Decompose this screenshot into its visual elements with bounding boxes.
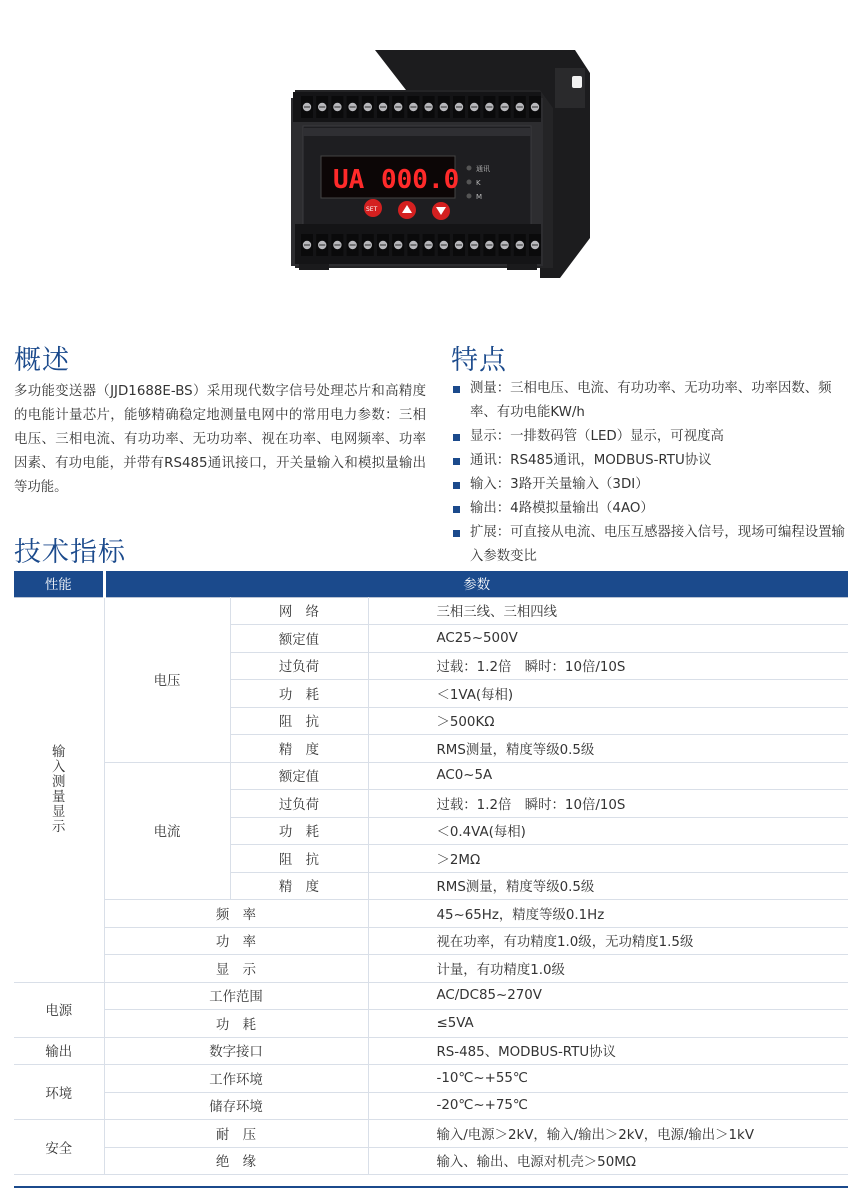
power-transmitter-device	[285, 48, 605, 286]
table-row	[14, 1065, 848, 1093]
item-value: -10℃~+55℃	[368, 1065, 848, 1093]
item-label: 频 率	[104, 900, 368, 928]
bottom-terminal-block	[295, 224, 541, 264]
item-value: RMS测量，精度等级0.5级	[368, 872, 848, 900]
item-label: 阻 抗	[230, 845, 368, 873]
item-label: 过负荷	[230, 790, 368, 818]
item-label: 工作环境	[104, 1065, 368, 1093]
table-row	[14, 955, 848, 983]
item-value: -20℃~+75℃	[368, 1092, 848, 1120]
item-value: AC/DC85~270V	[368, 982, 848, 1010]
feature-text: 通讯：RS485通讯，MODBUS-RTU协议	[470, 453, 712, 468]
table-row	[14, 927, 848, 955]
item-label: 绝 缘	[104, 1147, 368, 1175]
led-mode-text: UA	[333, 165, 365, 195]
table-row	[14, 982, 848, 1010]
features-title: 特点	[451, 345, 507, 376]
group-input-measure: 输入测量显示	[14, 597, 104, 982]
item-value: AC0~5A	[368, 762, 848, 790]
item-label: 额定值	[230, 625, 368, 653]
square-bullet-icon	[453, 482, 460, 489]
feature-item	[451, 449, 851, 473]
square-bullet-icon	[453, 434, 460, 441]
feature-text: 输入：3路开关量输入（3DI）	[470, 477, 649, 492]
item-value: ＜0.4VA(每相)	[368, 817, 848, 845]
item-label: 耐 压	[104, 1120, 368, 1148]
item-value: AC25~500V	[368, 625, 848, 653]
bottom-divider	[14, 1186, 848, 1188]
group-output: 输出	[14, 1037, 104, 1065]
spec-title: 技术指标	[14, 537, 126, 568]
feature-item	[451, 473, 851, 497]
indicator-label-m: M	[476, 193, 483, 201]
product-image	[285, 48, 605, 286]
item-value: 过载：1.2倍 瞬时：10倍/10S	[368, 790, 848, 818]
feature-text: 测量：三相电压、电流、有功功率、无功功率、功率因数、频率、有功电能KW/h	[470, 381, 832, 420]
table-row	[14, 1037, 848, 1065]
group-safety: 安全	[14, 1120, 104, 1175]
item-label: 精 度	[230, 872, 368, 900]
table-row	[14, 1147, 848, 1175]
indicator-k-light	[467, 180, 472, 185]
item-value: ＞500KΩ	[368, 707, 848, 735]
item-label: 网 络	[230, 597, 368, 625]
spec-header-row	[14, 571, 848, 597]
down-button[interactable]	[432, 202, 450, 220]
item-label: 额定值	[230, 762, 368, 790]
group-environment: 环境	[14, 1065, 104, 1120]
item-label: 过负荷	[230, 652, 368, 680]
square-bullet-icon	[453, 386, 460, 393]
table-row	[14, 597, 848, 625]
top-terminal-block	[293, 92, 541, 122]
item-value: ≤5VA	[368, 1010, 848, 1038]
item-label: 工作范围	[104, 982, 368, 1010]
indicator-label-k: K	[476, 179, 481, 187]
set-button[interactable]	[364, 199, 382, 217]
led-value-text: 000.0	[381, 165, 460, 195]
item-value: ＜1VA(每相)	[368, 680, 848, 708]
item-value: 45~65Hz，精度等级0.1Hz	[368, 900, 848, 928]
table-row	[14, 1092, 848, 1120]
item-value: RMS测量，精度等级0.5级	[368, 735, 848, 763]
item-value: 过载：1.2倍 瞬时：10倍/10S	[368, 652, 848, 680]
table-row	[14, 1010, 848, 1038]
square-bullet-icon	[453, 458, 460, 465]
feature-item	[451, 497, 851, 521]
indicator-comm-light	[467, 166, 472, 171]
feature-item	[451, 377, 851, 425]
item-value: 视在功率，有功精度1.0级，无功精度1.5级	[368, 927, 848, 955]
feature-text: 显示：一排数码管（LED）显示，可视度高	[470, 429, 724, 444]
item-value: RS-485、MODBUS-RTU协议	[368, 1037, 848, 1065]
table-row	[14, 762, 848, 790]
item-label: 功 率	[104, 927, 368, 955]
overview-text: 多功能变送器（JJD1688E-BS）采用现代数字信号处理芯片和高精度的电能计量芯片，能够精确稳定地测量电网中的常用电力参数：三相电压、三相电流、有功功率、无功功率、视在功率、电网频率、功率因素、有功电能，并带有RS485通讯接口，开关量输入和模拟量输出等功能。	[14, 384, 426, 495]
item-label: 功 耗	[104, 1010, 368, 1038]
square-bullet-icon	[453, 530, 460, 537]
item-value: ＞2MΩ	[368, 845, 848, 873]
square-bullet-icon	[453, 506, 460, 513]
spec-table	[14, 571, 848, 1175]
item-label: 功 耗	[230, 680, 368, 708]
item-value: 输入、输出、电源对机壳＞50MΩ	[368, 1147, 848, 1175]
header-param: 参数	[104, 571, 848, 597]
item-value: 三相三线、三相四线	[368, 597, 848, 625]
item-label: 显 示	[104, 955, 368, 983]
item-label: 数字接口	[104, 1037, 368, 1065]
feature-item	[451, 425, 851, 449]
item-label: 精 度	[230, 735, 368, 763]
up-button[interactable]	[398, 201, 416, 219]
features-list	[451, 377, 851, 569]
subgroup-voltage: 电压	[104, 597, 230, 762]
table-row	[14, 900, 848, 928]
feature-text: 扩展：可直接从电流、电压互感器接入信号，现场可编程设置输入参数变比	[470, 525, 845, 564]
feature-item	[451, 521, 851, 569]
table-row	[14, 1120, 848, 1148]
set-button-label: SET	[366, 206, 378, 213]
indicator-label-comm: 通讯	[476, 165, 490, 173]
feature-text: 输出：4路模拟量输出（4AO）	[470, 501, 654, 516]
item-label: 阻 抗	[230, 707, 368, 735]
group-power-supply: 电源	[14, 982, 104, 1037]
item-value: 输入/电源＞2kV，输入/输出＞2kV，电源/输出＞1kV	[368, 1120, 848, 1148]
item-value: 计量，有功精度1.0级	[368, 955, 848, 983]
item-label: 储存环境	[104, 1092, 368, 1120]
indicator-m-light	[467, 194, 472, 199]
overview-title: 概述	[14, 345, 70, 376]
subgroup-current: 电流	[104, 762, 230, 900]
item-label: 功 耗	[230, 817, 368, 845]
header-perf: 性能	[14, 571, 104, 597]
